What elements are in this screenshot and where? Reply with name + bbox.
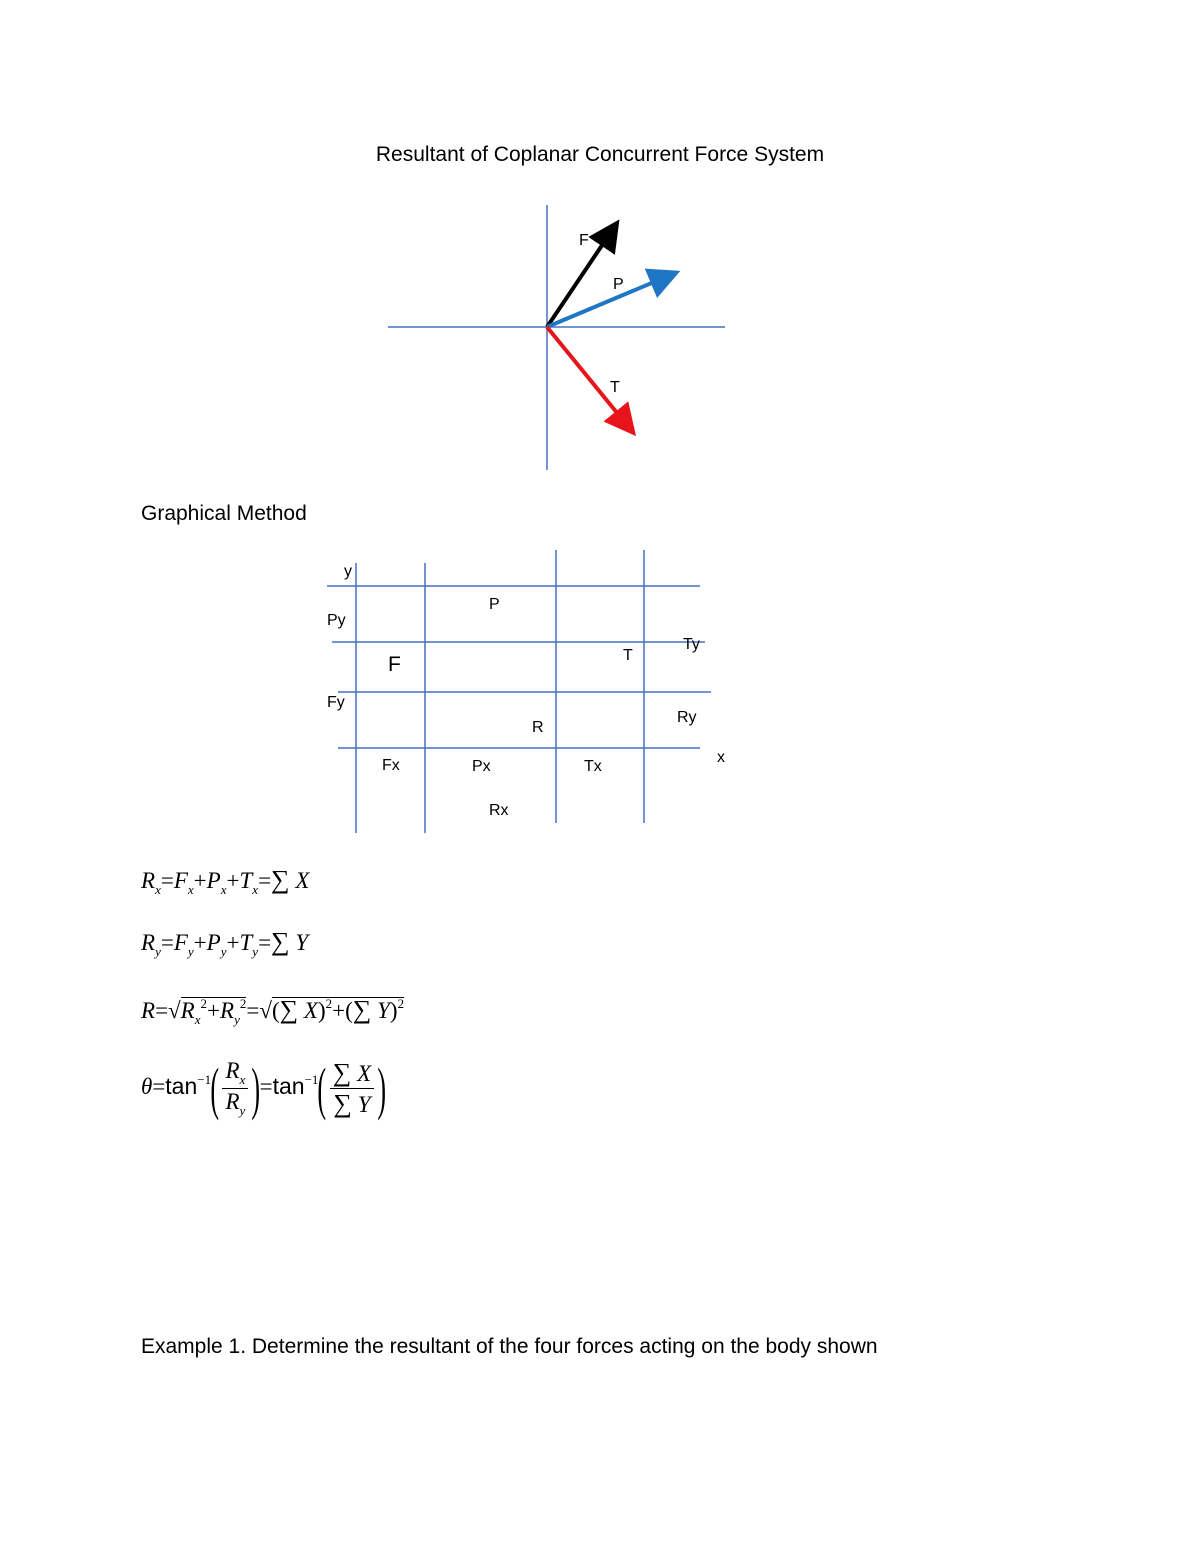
label-ty: Ty [683,636,700,653]
equation-r: $R=√R_x^2+R_y^2=√(\sum$ X)$^2$+(∑ Y)$^2$ [141,995,405,1027]
graphical-method-heading: Graphical Method [141,502,307,525]
label-x: x [717,749,725,766]
equation-ry: $R_y=F_y+P_y+T_y=\sum$ Y [141,927,309,959]
label-tx: Tx [584,758,602,775]
label-r: R [532,719,544,736]
equation-theta: $\theta=\tan^{-1}$( $\frac{R_x}{R_y}$ )$=\tan^{-1}$( $\frac{\sum X}{\sum Y}$ ) [141,1055,387,1121]
label-fy: Fy [327,694,345,711]
label-t-grid: T [623,647,633,664]
equation-rx: $R_x=F_x+P_x+T_x=\sum$ X [141,865,310,897]
label-px: Px [472,758,491,775]
label-f: F [579,232,589,249]
example-1-text: Example 1. Determine the resultant of the four forces acting on the body shown [141,1335,878,1358]
label-p-grid: P [489,596,500,613]
label-y: y [344,563,352,580]
label-py: Py [327,612,346,629]
page-title: Resultant of Coplanar Concurrent Force System [375,143,825,166]
label-rx: Rx [489,802,509,819]
force-vector-diagram [0,0,1200,480]
label-p: P [613,276,624,293]
label-fx: Fx [382,757,400,774]
label-ry: Ry [677,709,697,726]
graphical-method-diagram [0,540,1200,840]
label-f-grid: F [388,653,401,676]
label-t: T [610,379,620,396]
